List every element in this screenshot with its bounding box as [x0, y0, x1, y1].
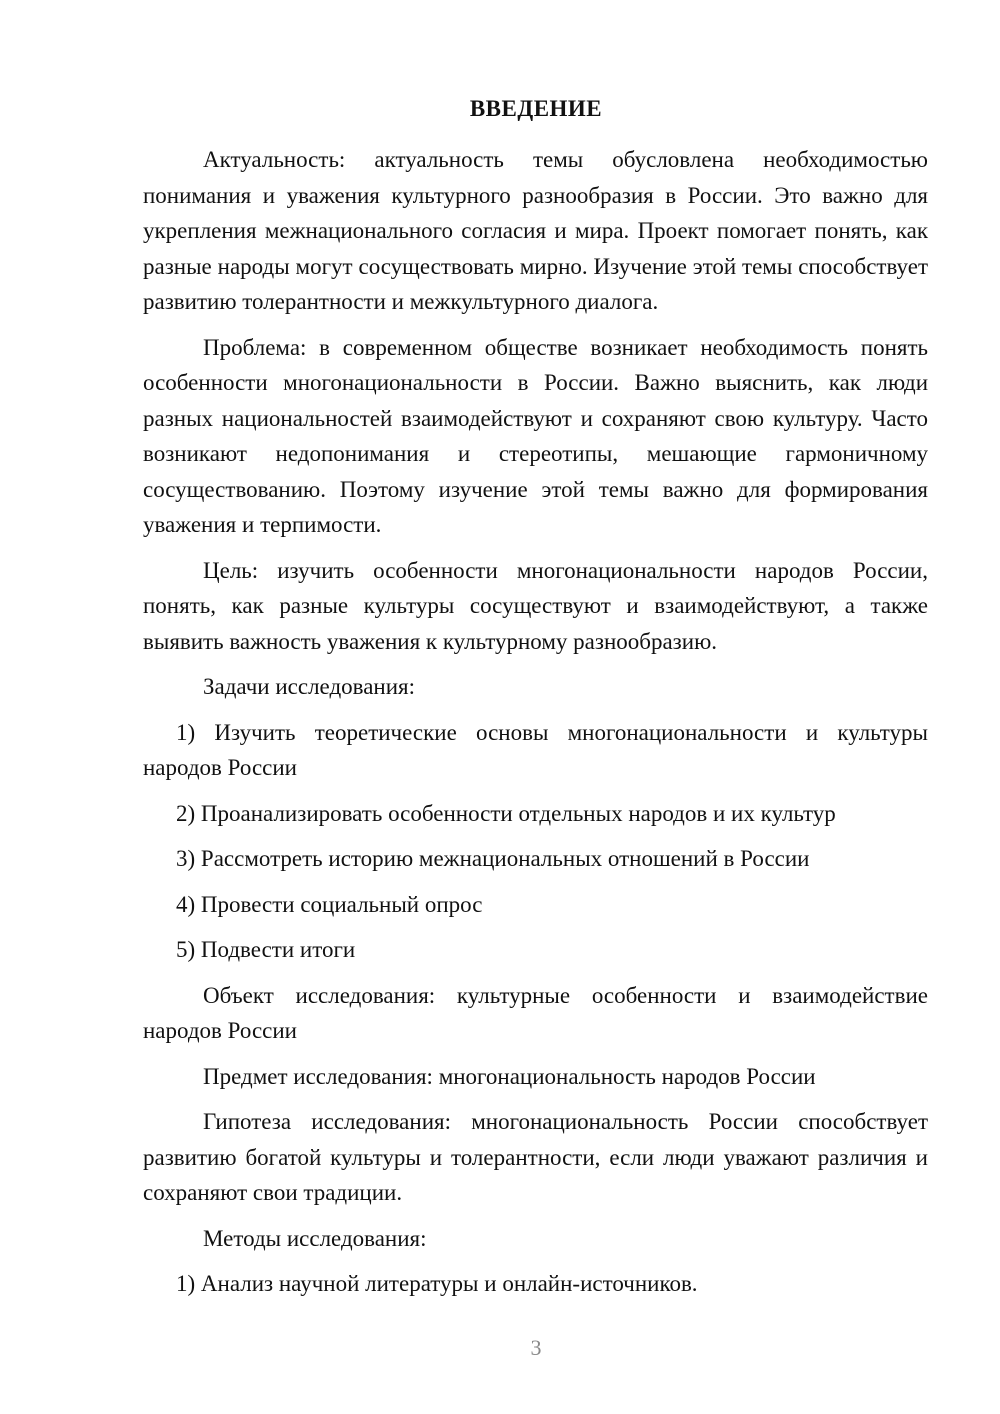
object-paragraph: Объект исследования: культурные особенности и взаимодействие народов России [143, 982, 928, 1043]
task-item-3: 3) Рассмотреть историю межнациональных отношений в России [176, 846, 810, 871]
document-body [143, 142, 928, 1312]
task-item-2: 2) Проанализировать особенности отдельных народов и их культур [176, 800, 836, 826]
task-item-5: 5) Подвести итоги [176, 937, 356, 962]
method-item-1: 1) Анализ научной литературы и онлайн-источников. [176, 1271, 698, 1296]
tasks-heading: Задачи исследования: [203, 674, 416, 699]
relevance-paragraph: Актуальность: актуальность темы обусловлена необходимостью понимания и уважения культурного разнообразия в России. Это важно для укрепления межнационального согласия и мира. Проект помогает понять, как разные народы могут сосуществовать мирно. Изучение этой темы способствует развитию толерантности и межкультурного диалога. [143, 147, 928, 314]
section-title: ВВЕДЕНИЕ [469, 96, 603, 121]
task-item-1: 1) Изучить теоретические основы многонациональности и культуры народов России [143, 719, 928, 780]
hypothesis-paragraph: Гипотеза исследования: многонациональность России способствует развитию богатой культуры и толерантности, если люди уважают различия и сохраняют свои традиции. [143, 1109, 928, 1205]
goal-paragraph: Цель: изучить особенности многонациональности народов России, понять, как разные культуры сосуществуют и взаимодействуют, а также выявить важность уважения к культурному разнообразию. [143, 557, 928, 654]
methods-heading: Методы исследования: [203, 1225, 427, 1251]
subject-paragraph: Предмет исследования: многонациональность народов России [203, 1063, 816, 1089]
page-number: 3 [530, 1335, 542, 1360]
problem-paragraph: Проблема: в современном обществе возникает необходимость понять особенности многонациональности в России. Важно выяснить, как люди разных национальностей взаимодействуют и сохраняют свою культуру. Часто возникают недопонимания и стереотипы, мешающие гармоничному сосуществованию. Поэтому изучение этой темы важно для формирования уважения и терпимости. [143, 334, 928, 537]
task-item-4: 4) Провести социальный опрос [176, 891, 483, 917]
